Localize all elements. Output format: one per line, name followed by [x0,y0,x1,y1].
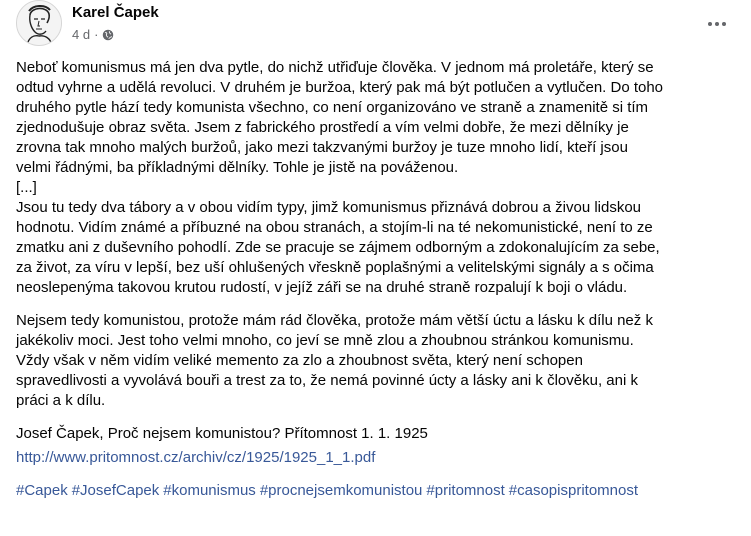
post-header [16,0,735,60]
text-line: velmi řádnými, ba příkladnými dělníky. Tohle je jistě na pováženou. [16,159,459,176]
text-line: Nejsem tedy komunistou, protože mám rád člověka, protože mám větší úctu a lásku k dílu než k [16,312,653,329]
post-content [16,58,732,514]
hashtag-link[interactable]: #pritomnost [426,482,505,499]
author-name[interactable]: Karel Čapek [72,4,159,21]
globe-icon[interactable] [102,29,114,41]
hashtag-link[interactable]: #komunismus [163,482,256,499]
more-options-button[interactable] [699,6,735,42]
text-line: odtud vyhrne a udělá revoluci. V druhém je buržoa, který pak má být potlučen a vytlučen. Do toho [16,79,664,96]
hashtag-link[interactable]: #procnejsemkomunistou [259,482,423,499]
hashtag-link[interactable]: #casopispritomnost [508,482,639,499]
portrait-sketch-icon [17,1,61,45]
post-time[interactable]: 4 d [72,27,91,42]
text-line: zjednodušuje obraz světa. Jsem z fabrického prostředí a vím velmi dobře, že mezi dělníky je [16,119,629,136]
citation: Josef Čapek, Proč nejsem komunistou? Přítomnost 1. 1. 1925 [16,425,428,442]
more-horizontal-icon [707,21,727,27]
text-line: [...] [16,179,37,196]
paragraph-1 [16,58,732,298]
text-line: zrovna tak mnoho malých buržoů, jako mezi takzvanými buržoy je tuze mnoho lidí, kteří jsou [16,139,628,156]
text-line: spravedlivosti a vyvolává bouři a trest za to, že nemá povinné úcty a lásky ani k člověku, ani k [16,372,638,389]
hashtag-link[interactable]: #JosefCapek [71,482,160,499]
avatar[interactable] [16,0,62,46]
source-link[interactable]: http://www.pritomnost.cz/archiv/cz/1925/1925_1_1.pdf [16,449,376,466]
text-line: jakékoliv moci. Jest toho velmi mnoho, co jeví se mně zlou a zhoubnou stránkou komunismu. [16,332,634,349]
text-line: druhého pytle hází tedy komunista všechno, co není organizováno ve straně a znamenitě si tím [16,99,649,116]
paragraph-2 [16,311,732,411]
text-line: zmatku ani z duševního pohodlí. Zde se pracuje se zájmem odborným a zdokonalujícím za sebe, [16,239,660,256]
text-line: za život, za víru v lepší, bez uší ohlušených vřeskně poplašnými a velitelskými signály a s očima [16,259,654,276]
text-line: Vždy však v něm vidím veliké memento za zlo a zhoubnost světa, který není schopen [16,352,583,369]
text-line: Neboť komunismus má jen dva pytle, do nichž utřiďuje člověka. V jednom má proletáře, který se [16,59,654,76]
post-meta [72,27,114,42]
hashtags [16,481,732,501]
text-line: Jsou tu tedy dva tábory a v obou vidím typy, jimž komunismus přiznává dobrou a živou lidskou [16,199,642,216]
text-line: neoslepenýma takovou krutou rudostí, v jejíž záři se na druhé straně rozpalují k boji o vládu. [16,279,628,296]
hashtag-link[interactable]: #Capek [16,482,68,499]
text-line: hodnotu. Vidím známé a příbuzné na obou stranách, a stojím-li na té nekomunistické, není to ze [16,219,653,236]
text-line: práci a k dílu. [16,392,106,409]
meta-separator: · [94,27,99,42]
